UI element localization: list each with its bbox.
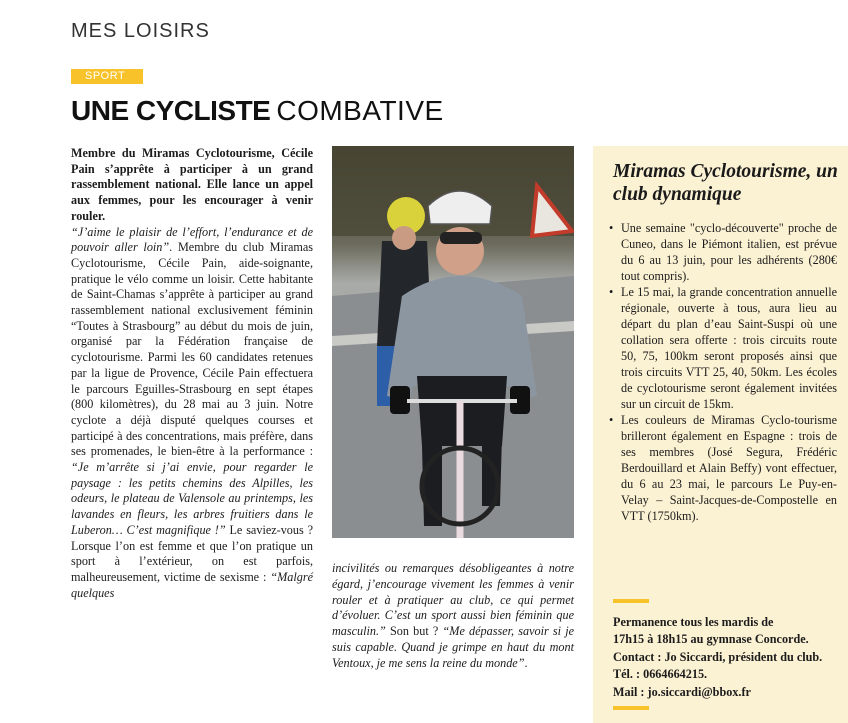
headline-light: COMBATIVE [276, 95, 444, 126]
article-headline [71, 95, 444, 127]
contact-line: Mail : jo.siccardi@bbox.fr [613, 684, 751, 699]
club-sidebar [593, 146, 848, 723]
article-lede: Membre du Miramas Cyclotourisme, Cécile Pain s’apprête à participer à un grand rassemblement national. Elle lance un appel aux femmes, pour les encourager à venir rouler. [71, 146, 313, 223]
article-body-1: “J’aime le plaisir de l’effort, l’endurance et de pouvoir aller loin”. Membre du club Miramas Cyclotourisme, Cécile Pain, aide-soignante, pratique le vélo comme un loisir. Cette habitante de Saint-Chamas s’apprête à participer au grand rassemblement national exclusivement féminin “Toutes à Strasbourg” au début du mois de juin, organisé par la Fédération française de cyclotourisme. Parmi les 60 candidates retenues par la ligue de Provence, Cécile Pain effectuera le parcours Eguilles-Strasbourg en sept étapes (800 kilomètres), du 28 mai au 3 juin. Notre cyclote a déjà disputé quelques courses et participé à des concentrations, mais préfère, dans ses promenades, le bien-être à la performance : “Je m’arrête si j’ai envie, pour regarder le paysage : les petits chemins des Alpilles, les odeurs, le plateau de Valensole au printemps, les lavandes en fleurs, les arbres fruitiers dans le Luberon… C’est magnifique !” Le saviez-vous ? Lorsque l’on est femme et que l’on pratique un sport à l’extérieur, on est parfois, malheureusement, victime de sexisme : “Malgré quelques [71, 224, 313, 600]
accent-bar-top [613, 599, 649, 603]
contact-line: Contact : Jo Siccardi, président du club. [613, 649, 823, 664]
headline-bold: UNE CYCLISTE [71, 95, 271, 126]
category-tag: SPORT [71, 69, 143, 84]
article-column-1 [71, 146, 313, 601]
accent-bar-bottom [613, 706, 649, 710]
cyclist-photo [332, 146, 574, 538]
list-item: • Une semaine "cyclo-découverte" proche de Cuneo, dans le Piémont italien, est prévue du 6 au 13 juin, pour les adhérents (280€ tout compris). [607, 220, 837, 284]
contact-block [613, 614, 838, 701]
contact-line: 17h15 à 18h15 au gymnase Concorde. [613, 632, 809, 647]
list-item: • Les couleurs de Miramas Cyclo-tourisme brilleront également en Espagne : trois de ses membres (José Segura, Frédéric Berdouillard et Alain Beffy) vont effectuer, du 6 au 23 mai, le parcours Le Puy-en-Velay – Saint-Jacques-de-Compostelle en VTT (1750km). [607, 412, 837, 524]
section-header: MES LOISIRS [71, 20, 210, 42]
sidebar-title: Miramas Cyclotourisme, un club dynamique [613, 161, 838, 205]
contact-line: Permanence tous les mardis de [613, 615, 774, 629]
sidebar-list [607, 220, 837, 524]
article-column-2 [332, 561, 574, 672]
article-body-2: incivilités ou remarques désobligeantes à notre égard, j’encourage vivement les femmes à venir rouler et à pratiquer au club, ce qui permet d’évoluer. C’est un sport aussi bien féminin que masculin.” Son but ? “Me dépasser, savoir si je suis capable. Quand je grimpe en haut du mont Ventoux, je me sens la reine du monde”. [332, 561, 574, 670]
contact-line: Tél. : 0664664215. [613, 667, 708, 682]
list-item: • Le 15 mai, la grande concentration annuelle régionale, ouverte à tous, aura lieu au départ du plan d’eau Saint-Suspi où une collation sera offerte : trois circuits route 50, 75, 100km seront proposés ainsi que trois circuits VTT 25, 40, 50km. Les écoles de cyclotourisme seront également invitées sur un circuit de 15km. [607, 284, 837, 412]
